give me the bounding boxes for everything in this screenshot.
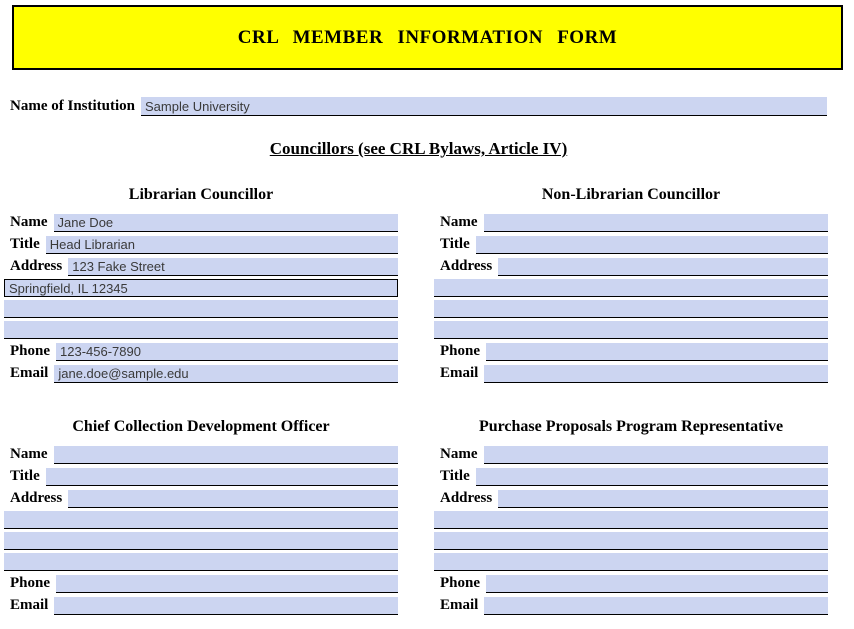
phone-label: Phone [440,343,481,359]
councillors-grid [4,186,828,386]
librarian-name-row [4,213,398,232]
email-label: Email [440,365,479,381]
pppr-title-input[interactable] [476,468,828,486]
librarian-address2-row [4,279,398,297]
librarian-phone-input[interactable] [56,343,398,361]
ccdo-name-row [4,445,398,464]
ccdo-email-input[interactable] [54,597,398,615]
name-label: Name [440,446,478,462]
pppr-name-input[interactable] [484,446,829,464]
librarian-address2-input[interactable] [4,279,398,297]
nonlibrarian-address3-input[interactable] [434,300,828,318]
nonlibrarian-phone-input[interactable] [486,343,828,361]
title-label: Title [440,236,470,252]
address-label: Address [10,258,63,274]
section-chief-collection-development-officer [4,418,398,618]
ccdo-title: Chief Collection Development Officer [72,418,330,435]
nonlibrarian-address2-input[interactable] [434,279,828,297]
librarian-email-row [4,364,398,383]
nonlibrarian-address3-row [434,300,828,318]
title-label: Title [440,468,470,484]
pppr-address4-row [434,553,828,571]
nonlibrarian-email-row [434,364,828,383]
pppr-phone-input[interactable] [486,575,828,593]
name-label: Name [10,214,48,230]
ccdo-title-row [4,467,398,486]
ccdo-phone-input[interactable] [56,575,398,593]
nonlibrarian-phone-row [434,342,828,361]
form-title-banner [12,5,843,70]
pppr-phone-row [434,574,828,593]
nonlibrarian-name-row [434,213,828,232]
councillors-heading: Councillors (see CRL Bylaws, Article IV) [269,139,568,158]
ccdo-address4-input[interactable] [4,553,398,571]
librarian-address3-input[interactable] [4,300,398,318]
nonlibrarian-address4-input[interactable] [434,321,828,339]
librarian-address-row [4,257,398,276]
ccdo-address2-input[interactable] [4,511,398,529]
librarian-title-input[interactable] [46,236,398,254]
section-librarian-councillor [4,186,398,386]
librarian-email-input[interactable] [54,365,398,383]
officers-grid [4,418,828,618]
librarian-phone-row [4,342,398,361]
pppr-address4-input[interactable] [434,553,828,571]
pppr-email-input[interactable] [484,597,828,615]
ccdo-email-row [4,596,398,615]
non-librarian-councillor-title: Non-Librarian Councillor [541,186,721,203]
form-title: CRL MEMBER INFORMATION FORM [237,26,618,48]
pppr-address2-row [434,511,828,529]
title-label: Title [10,236,40,252]
nonlibrarian-title-row [434,235,828,254]
pppr-address3-row [434,532,828,550]
phone-label: Phone [10,575,51,591]
librarian-address4-row [4,321,398,339]
name-label: Name [10,446,48,462]
institution-input[interactable] [141,97,827,116]
pppr-address3-input[interactable] [434,532,828,550]
pppr-address2-input[interactable] [434,511,828,529]
nonlibrarian-email-input[interactable] [484,365,828,383]
section-non-librarian-councillor [434,186,828,386]
pppr-title: Purchase Proposals Program Representative [478,418,784,435]
pppr-address-row [434,489,828,508]
institution-label: Name of Institution [10,98,136,114]
ccdo-address4-row [4,553,398,571]
nonlibrarian-address2-row [434,279,828,297]
nonlibrarian-name-input[interactable] [484,214,829,232]
phone-label: Phone [440,575,481,591]
nonlibrarian-address4-row [434,321,828,339]
librarian-councillor-title: Librarian Councillor [128,186,274,203]
email-label: Email [440,597,479,613]
email-label: Email [10,365,49,381]
librarian-address3-row [4,300,398,318]
nonlibrarian-title-input[interactable] [476,236,828,254]
librarian-title-row [4,235,398,254]
pppr-email-row [434,596,828,615]
librarian-address1-input[interactable] [68,258,398,276]
ccdo-address3-input[interactable] [4,532,398,550]
address-label: Address [10,490,63,506]
pppr-address1-input[interactable] [498,490,828,508]
address-label: Address [440,258,493,274]
librarian-name-input[interactable] [54,214,399,232]
ccdo-address-row [4,489,398,508]
name-label: Name [440,214,478,230]
ccdo-address3-row [4,532,398,550]
institution-row [10,97,827,116]
title-label: Title [10,468,40,484]
librarian-address4-input[interactable] [4,321,398,339]
ccdo-name-input[interactable] [54,446,399,464]
ccdo-address2-row [4,511,398,529]
email-label: Email [10,597,49,613]
ccdo-address1-input[interactable] [68,490,398,508]
ccdo-phone-row [4,574,398,593]
nonlibrarian-address1-input[interactable] [498,258,828,276]
address-label: Address [440,490,493,506]
nonlibrarian-address-row [434,257,828,276]
pppr-name-row [434,445,828,464]
pppr-title-row [434,467,828,486]
ccdo-title-input[interactable] [46,468,398,486]
section-purchase-proposals-program-representative [434,418,828,618]
phone-label: Phone [10,343,51,359]
